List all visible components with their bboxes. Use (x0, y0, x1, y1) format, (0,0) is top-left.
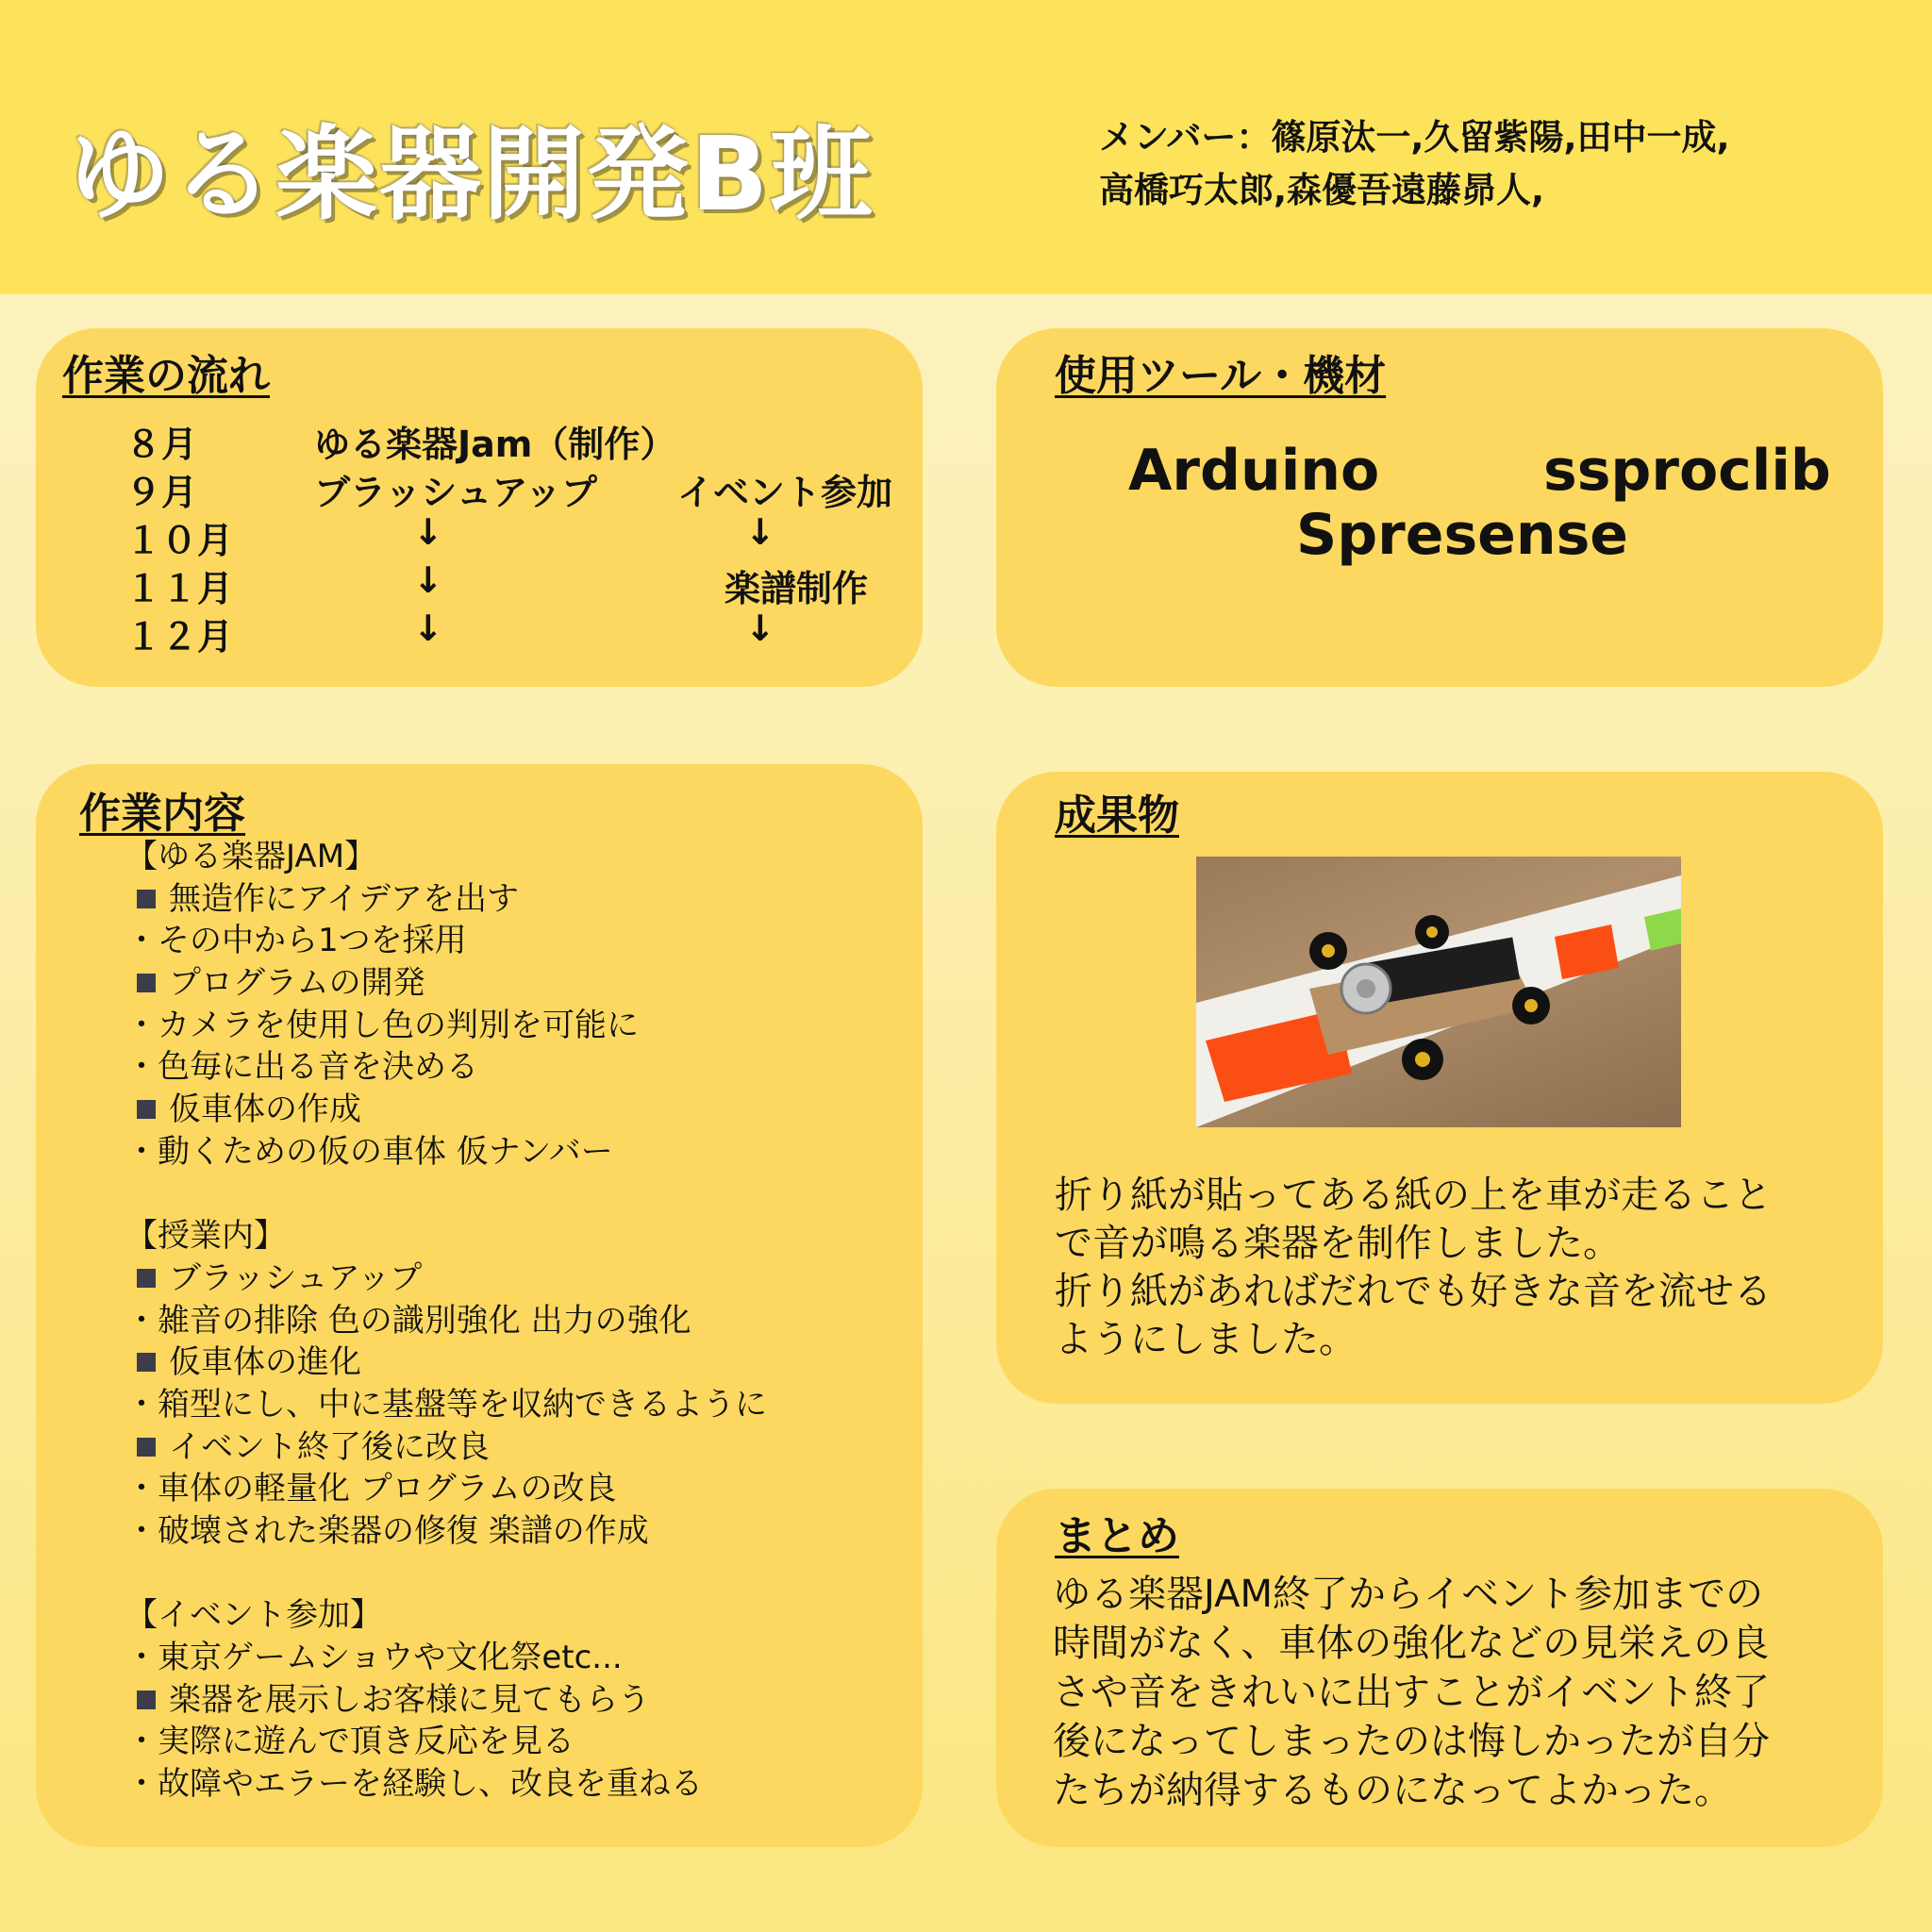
summary-text (1053, 1570, 1770, 1815)
member-list (1099, 111, 1910, 217)
work-content-text: イベント終了後に改良 (169, 1427, 490, 1466)
product-photo-illustration (1196, 857, 1681, 1127)
work-content-line: ・破壊された楽器の修復 楽譜の作成 (125, 1512, 649, 1550)
work-content-line (125, 1426, 767, 1469)
down-arrow: ↓ (413, 608, 443, 649)
workflow-task-2: 楽譜制作 (724, 568, 869, 609)
workflow-month: ９月 (125, 472, 198, 513)
workflow-month: １１月 (125, 568, 234, 609)
members-line-1: メンバー：篠原汰一,久留紫陽,田中一成, (1099, 117, 1730, 158)
work-content-line (125, 1257, 767, 1300)
tools-title: 使用ツール・機材 (1055, 352, 1387, 400)
down-arrow: ↓ (745, 608, 775, 649)
workflow-panel (36, 328, 923, 687)
work-content-line (125, 1341, 767, 1384)
tools-panel (996, 328, 1883, 687)
work-content-line: ・動くための仮の車体 仮ナンバー (125, 1132, 613, 1171)
product-photo (1196, 857, 1681, 1127)
square-bullet-icon (137, 974, 156, 992)
work-content-text: プログラムの開発 (169, 964, 425, 1003)
work-content-line: ・カメラを使用し色の判別を可能に (125, 1006, 639, 1044)
summary-panel (996, 1489, 1883, 1847)
square-bullet-icon (137, 1100, 156, 1119)
work-content-line (125, 878, 767, 921)
work-content-panel (36, 764, 923, 1847)
page-title: ゆる楽器開発B班 (68, 116, 874, 234)
work-content-text: 楽器を展示しお客様に見てもらう (169, 1680, 650, 1719)
work-content-line: 【ゆる楽器JAM】 (125, 838, 377, 875)
down-arrow: ↓ (745, 511, 775, 553)
work-content-text: 仮車体の作成 (169, 1091, 361, 1129)
product-panel (996, 772, 1883, 1404)
work-content-line (125, 1174, 767, 1216)
workflow-month: １０月 (125, 520, 234, 561)
square-bullet-icon (137, 1353, 156, 1372)
workflow-task-2: イベント参加 (677, 472, 893, 513)
work-content-list (125, 836, 767, 1806)
tool-item: Arduino (1128, 438, 1380, 504)
work-content-line: ・車体の軽量化 プログラムの改良 (125, 1470, 617, 1508)
work-content-line: ・故障やエラーを経験し、改良を重ねる (125, 1765, 703, 1804)
square-bullet-icon (137, 1438, 156, 1457)
square-bullet-icon (137, 1690, 156, 1709)
work-content-text: 仮車体の進化 (169, 1343, 361, 1382)
work-content-line: ・その中から1つを採用 (125, 922, 467, 960)
product-description-line: ようにしました。 (1055, 1318, 1357, 1361)
work-content-line: ・実際に遊んで頂き反応を見る (125, 1723, 575, 1761)
members-line-2: 高橋巧太郎,森優吾遠藤昴人, (1099, 170, 1545, 210)
work-content-line: 【イベント参加】 (125, 1596, 382, 1635)
workflow-task: ゆる楽器Jam（制作） (314, 424, 676, 465)
summary-line: 時間がなく、車体の強化などの見栄えの良 (1053, 1622, 1770, 1665)
summary-line: たちが納得するものになってよかった。 (1053, 1769, 1732, 1812)
work-content-line: 【授業内】 (125, 1217, 286, 1256)
product-description-line: 折り紙が貼ってある紙の上を車が走ること (1055, 1174, 1772, 1217)
header-banner (0, 0, 1932, 294)
product-title: 成果物 (1055, 791, 1179, 840)
workflow-month: ８月 (125, 424, 198, 465)
work-content-line (125, 1553, 767, 1595)
summary-title: まとめ (1055, 1512, 1179, 1560)
work-content-line: ・色毎に出る音を決める (125, 1048, 478, 1087)
workflow-title: 作業の流れ (62, 352, 270, 400)
product-description (1055, 1172, 1772, 1364)
work-content-line: ・東京ゲームショウや文化祭etc... (125, 1639, 623, 1677)
work-content-line (125, 1089, 767, 1131)
workflow-month: １２月 (125, 616, 234, 658)
summary-line: 後になってしまったのは悔しかったが自分 (1053, 1720, 1770, 1763)
summary-line: さや音をきれいに出すことがイベント終了 (1053, 1671, 1770, 1714)
workflow-task: ブラッシュアップ (314, 472, 597, 513)
work-content-text: ブラッシュアップ (169, 1258, 423, 1297)
work-content-line: ・雑音の排除 色の識別強化 出力の強化 (125, 1301, 691, 1340)
work-content-text: 無造作にアイデアを出す (169, 879, 519, 918)
down-arrow: ↓ (413, 511, 443, 553)
product-description-line: で音が鳴る楽器を制作しました。 (1055, 1222, 1621, 1265)
work-content-line: ・箱型にし、中に基盤等を収納できるように (125, 1385, 767, 1424)
work-content-title: 作業内容 (79, 790, 245, 838)
work-content-line (125, 962, 767, 1005)
tool-item: Spresense (1296, 502, 1628, 568)
tool-item: ssproclib (1543, 438, 1831, 504)
work-content-line (125, 1679, 767, 1722)
square-bullet-icon (137, 890, 156, 908)
summary-line: ゆる楽器JAM終了からイベント参加までの (1053, 1573, 1763, 1616)
square-bullet-icon (137, 1269, 156, 1288)
product-description-line: 折り紙があればだれでも好きな音を流せる (1055, 1270, 1772, 1313)
down-arrow: ↓ (413, 559, 443, 601)
